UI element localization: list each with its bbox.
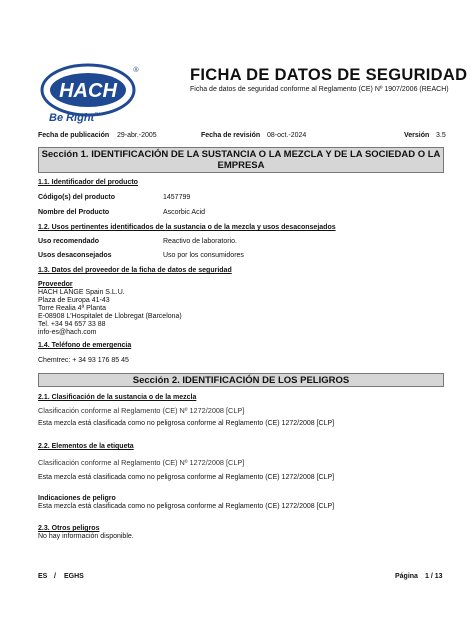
section-1-3-heading: 1.3. Datos del proveedor de la ficha de datos de seguridad (38, 267, 232, 274)
product-code-value: 1457799 (163, 194, 191, 201)
supplier-heading: Proveedor (38, 281, 73, 288)
footer-format: EGHS (64, 573, 84, 580)
uses-advised-against-label: Usos desaconsejados (38, 252, 112, 259)
version-label: Versión (404, 132, 430, 139)
supplier-line: HACH LANGE Spain S.L.U. (38, 289, 125, 296)
section-1-2-heading: 1.2. Usos pertinentes identificados de la sustancia o de la mezcla y usos desaconsejados (38, 224, 336, 231)
supplier-email: info-es@hach.com (38, 329, 97, 336)
footer-page-label: Página (395, 573, 418, 580)
uses-advised-against-value: Uso por los consumidores (163, 252, 244, 259)
supplier-line: Torre Realia 4ª Planta (38, 305, 106, 312)
footer-separator: / (54, 573, 56, 580)
publication-date-value: 29-abr.-2005 (117, 132, 157, 139)
section-1-header: Sección 1. IDENTIFICACIÓN DE LA SUSTANCIA O LA MEZCLA Y DE LA SOCIEDAD O LA EMPRESA (38, 147, 444, 173)
logo-slogan: Be Right™ (49, 112, 101, 124)
section-2-3-heading: 2.3. Otros peligros (38, 525, 100, 532)
label-classification-regulation: Clasificación conforme al Reglamento (CE) Nº 1272/2008 [CLP] (38, 458, 245, 467)
section-1-4-heading: 1.4. Teléfono de emergencia (38, 342, 132, 349)
section-2-2-heading: 2.2. Elementos de la etiqueta (38, 443, 134, 450)
product-code-label: Código(s) del producto (38, 194, 115, 201)
recommended-use-label: Uso recomendado (38, 238, 100, 245)
footer-language: ES (38, 573, 48, 580)
emergency-phone: Chemtrec: + 34 93 176 85 45 (38, 357, 129, 364)
footer-page-value: 1 / 13 (425, 573, 443, 580)
hazard-statements-heading: Indicaciones de peligro (38, 495, 116, 502)
section-2-header: Sección 2. IDENTIFICACIÓN DE LOS PELIGROS (38, 373, 444, 387)
document-title: FICHA DE DATOS DE SEGURIDAD (190, 66, 468, 84)
document-subtitle: Ficha de datos de seguridad conforme al Reglamento (CE) Nº 1907/2006 (REACH) (190, 86, 449, 93)
svg-text:®: ® (133, 67, 139, 74)
publication-date-label: Fecha de publicación (38, 132, 110, 139)
recommended-use-value: Reactivo de laboratorio. (163, 238, 237, 245)
supplier-line: E-08908 L'Hospitalet de Llobregat (Barcelona) (38, 313, 182, 320)
classification-regulation: Clasificación conforme al Reglamento (CE) Nº 1272/2008 [CLP] (38, 406, 245, 415)
section-1-1-heading: 1.1. Identificador del producto (38, 179, 138, 186)
version-value: 3.5 (436, 132, 446, 139)
supplier-line: Plaza de Europa 41-43 (38, 297, 110, 304)
other-hazards-text: No hay información disponible. (38, 533, 134, 540)
label-classification-text: Esta mezcla está clasificada como no peligrosa conforme al Reglamento (CE) 1272/2008 [CLP] (38, 474, 335, 481)
svg-text:HACH: HACH (59, 80, 117, 102)
product-name-value: Ascorbic Acid (163, 209, 206, 216)
revision-date-value: 08-oct.-2024 (267, 132, 307, 139)
supplier-line: Tel. +34 94 657 33 88 (38, 321, 106, 328)
revision-date-label: Fecha de revisión (201, 132, 261, 139)
classification-text: Esta mezcla está clasificada como no peligrosa conforme al Reglamento (CE) 1272/2008 [CLP] (38, 420, 335, 427)
hazard-statements-text: Esta mezcla está clasificada como no peligrosa conforme al Reglamento (CE) 1272/2008 [CLP] (38, 503, 335, 510)
product-name-label: Nombre del Producto (38, 209, 110, 216)
section-2-1-heading: 2.1. Clasificación de la sustancia o de la mezcla (38, 394, 197, 401)
